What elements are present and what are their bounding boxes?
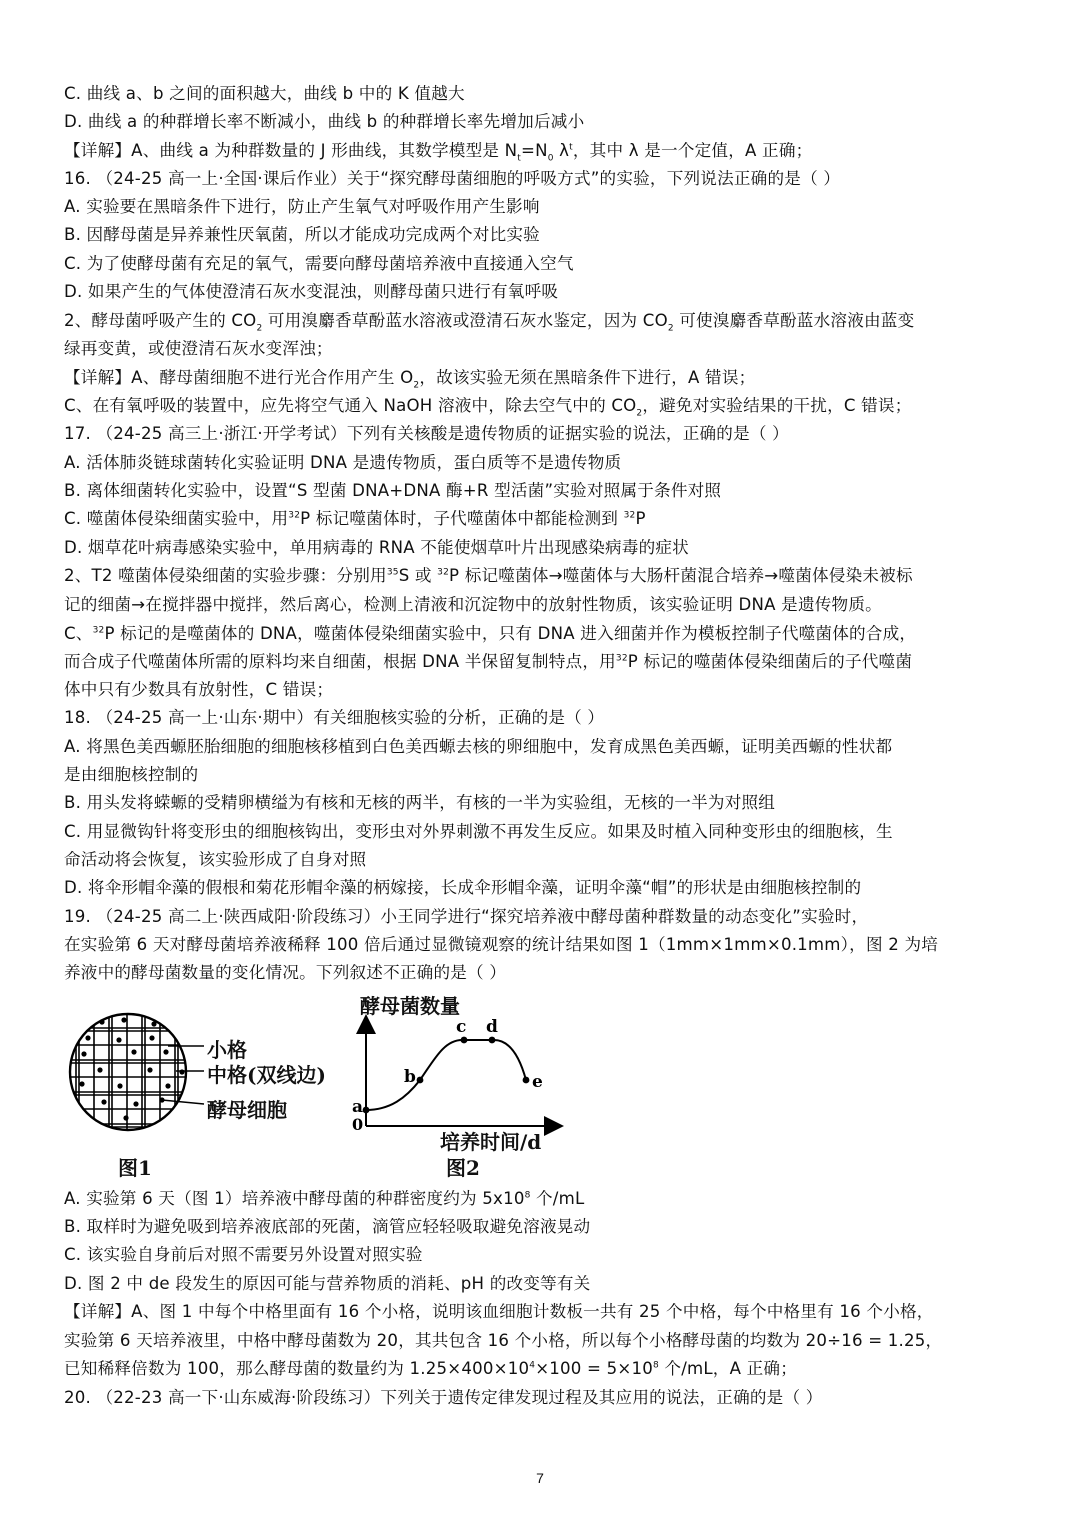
- counting-chamber-diagram: [64, 1000, 354, 1185]
- figure-2-caption: 图2: [446, 1156, 480, 1180]
- question-19: 19. （24-25 高二上·陕西咸阳·阶段练习）小王同学进行“探究培养液中酵母菌种群数量的动态变化”实验时，: [64, 907, 869, 926]
- option-b: B. 离体细菌转化实验中，设置“S 型菌 DNA+DNA 酶+R 型活菌”实验对照属于条件对照: [64, 481, 722, 500]
- grid: [64, 1000, 204, 1150]
- point-e: [523, 1077, 530, 1084]
- point-c: [461, 1037, 468, 1044]
- option-a: A. 将黑色美西螈胚胎细胞的细胞核移植到白色美西螈去核的卵细胞中，发育成黑色美西螈，证明美西螈的性状都: [64, 737, 893, 756]
- option-c: C. 用显微钩针将变形虫的细胞核钩出，变形虫对外界刺激不再发生反应。如果及时植入同种变形虫的细胞核，生: [64, 822, 893, 841]
- question-18: 18. （24-25 高一上·山东·期中）有关细胞核实验的分析，正确的是（ ）: [64, 708, 605, 727]
- option-c: C. 为了使酵母菌有充足的氧气，需要向酵母菌培养液中直接通入空气: [64, 254, 574, 273]
- question-20: 20. （22-23 高一下·山东威海·阶段练习）下列关于遗传定律发现过程及其应用的说法，正确的是（ ）: [64, 1388, 823, 1407]
- point-label-d: d: [486, 1017, 498, 1037]
- explanation-line: 实验第 6 天培养液里，中格中酵母菌数为 20，其共包含 16 个小格，所以每个小格酵母菌的均数为 20÷16 = 1.25，: [64, 1331, 943, 1350]
- growth-curve: [366, 1040, 526, 1110]
- point-label-c: c: [456, 1017, 467, 1037]
- text-line: 绿再变黄，或使澄清石灰水变浑浊；: [64, 339, 333, 358]
- explanation-line: 已知稀释倍数为 100，那么酵母菌的数量约为 $1.25\times 400\times 10^4\times 100 = 5\times 10^8$ 个/mL，A 正确；: [64, 1359, 798, 1378]
- question-19-cont: 养液中的酵母菌数量的变化情况。下列叙述不正确的是（ ）: [64, 963, 507, 982]
- point-label-e: e: [532, 1072, 543, 1092]
- option-c-cont: 命活动将会恢复，该实验形成了自身对照: [64, 850, 367, 869]
- point-label-a: a: [352, 1097, 364, 1117]
- question-17: 17. （24-25 高三上·浙江·开学考试）下列有关核酸是遗传物质的证据实验的说法，正确的是（ ）: [64, 424, 789, 443]
- text-line: D. 曲线 a 的种群增长率不断减小，曲线 b 的种群增长率先增加后减小: [64, 112, 585, 131]
- point-d: [489, 1037, 496, 1044]
- point-b: [417, 1077, 424, 1084]
- point-a: [363, 1107, 370, 1114]
- text-line: 【详解】A、曲线 a 为种群数量的 J 形曲线，其数学模型是 $N_t=N_0$ $\lambda^t$，其中 λ 是一个定值，A 正确；: [64, 141, 813, 164]
- text-line: 记的细菌→在搅拌器中搅拌，然后离心，检测上清液和沉淀物中的放射性物质，该实验证明 DNA 是遗传物质。: [64, 595, 882, 614]
- text-line: 体中只有少数具有放射性，C 错误；: [64, 680, 334, 699]
- option-d: D. 图 2 中 de 段发生的原因可能与营养物质的消耗、pH 的改变等有关: [64, 1274, 591, 1293]
- y-axis-label: 酵母菌数量: [360, 994, 460, 1018]
- text-line: 2、酵母菌呼吸产生的 $CO_2$ 可用溴麝香草酚蓝水溶液或澄清石灰水鉴定，因为 $CO_2$ 可使溴麝香草酚蓝水溶液由蓝变: [64, 311, 915, 334]
- text-line: C、在有氧呼吸的装置中，应先将空气通入 NaOH 溶液中，除去空气中的 $CO_2$，避免对实验结果的干扰，C 错误；: [64, 396, 912, 419]
- option-b: B. 取样时为避免吸到培养液底部的死菌，滴管应轻轻吸取避免溶液晃动: [64, 1217, 591, 1236]
- text-line: 而合成子代噬菌体所需的原料均来自细菌，根据 DNA 半保留复制特点，用$^{32}$P 标记的噬菌体侵染细菌后的子代噬菌: [64, 652, 913, 671]
- label-medium-square: 中格(双线边): [207, 1063, 326, 1087]
- option-b: B. 因酵母菌是异养兼性厌氧菌，所以才能成功完成两个对比实验: [64, 225, 540, 244]
- option-a: A. 实验要在黑暗条件下进行，防止产生氧气对呼吸作用产生影响: [64, 197, 540, 216]
- figure-2: [340, 988, 570, 1188]
- text-line: 【详解】A、酵母菌细胞不进行光合作用产生 $O_2$，故该实验无须在黑暗条件下进行，A 错误；: [64, 368, 756, 391]
- figure-1-caption: 图1: [118, 1156, 152, 1180]
- option-c: C. 噬菌体侵染细菌实验中，用$^{32}$P 标记噬菌体时，子代噬菌体中都能检测到 $^{32}$P: [64, 509, 646, 528]
- option-d: D. 烟草花叶病毒感染实验中，单用病毒的 RNA 不能使烟草叶片出现感染病毒的症状: [64, 538, 689, 557]
- question-19-cont: 在实验第 6 天对酵母菌培养液稀释 100 倍后通过显微镜观察的统计结果如图 1（1mm×1mm×0.1mm），图 2 为培: [64, 935, 939, 954]
- origin-label: 0: [352, 1115, 364, 1134]
- question-16: 16. （24-25 高一上·全国·课后作业）关于“探究酵母菌细胞的呼吸方式”的实验，下列说法正确的是（ ）: [64, 169, 841, 188]
- point-label-b: b: [404, 1067, 416, 1087]
- figure-1: [64, 1000, 354, 1185]
- option-b: B. 用头发将蝾螈的受精卵横缢为有核和无核的两半，有核的一半为实验组，无核的一半为对照组: [64, 793, 776, 812]
- option-c: C. 该实验自身前后对照不需要另外设置对照实验: [64, 1245, 423, 1264]
- label-small-square: 小格: [207, 1038, 247, 1062]
- option-a: A. 活体肺炎链球菌转化实验证明 DNA 是遗传物质，蛋白质等不是遗传物质: [64, 453, 622, 472]
- option-a: A. 实验第 6 天（图 1）培养液中酵母菌的种群密度约为 $5x10^8$ 个/mL: [64, 1189, 585, 1208]
- text-line: C、$^{32}$P 标记的是噬菌体的 DNA，噬菌体侵染细菌实验中，只有 DNA 进入细菌并作为模板控制子代噬菌体的合成，: [64, 624, 917, 643]
- text-line: 2、T2 噬菌体侵染细菌的实验步骤：分别用$^{35}$S 或 $^{32}$P 标记噬菌体→噬菌体与大肠杆菌混合培养→噬菌体侵染未被标: [64, 566, 913, 585]
- option-a-cont: 是由细胞核控制的: [64, 765, 199, 784]
- explanation-line: 【详解】A、图 1 中每个中格里面有 16 个小格，说明该血细胞计数板一共有 25 个中格，每个中格里有 16 个小格，: [64, 1302, 934, 1321]
- option-d: D. 如果产生的气体使澄清石灰水变混浊，则酵母菌只进行有氧呼吸: [64, 282, 559, 301]
- page-number: 7: [536, 1470, 544, 1486]
- label-yeast-cell: 酵母细胞: [207, 1098, 287, 1122]
- option-d: D. 将伞形帽伞藻的假根和菊花形帽伞藻的柄嫁接，长成伞形帽伞藻，证明伞藻“帽”的形状是由细胞核控制的: [64, 878, 862, 897]
- x-axis-label: 培养时间/d: [440, 1130, 542, 1154]
- text-line: C. 曲线 a、b 之间的面积越大，曲线 b 中的 K 值越大: [64, 84, 465, 103]
